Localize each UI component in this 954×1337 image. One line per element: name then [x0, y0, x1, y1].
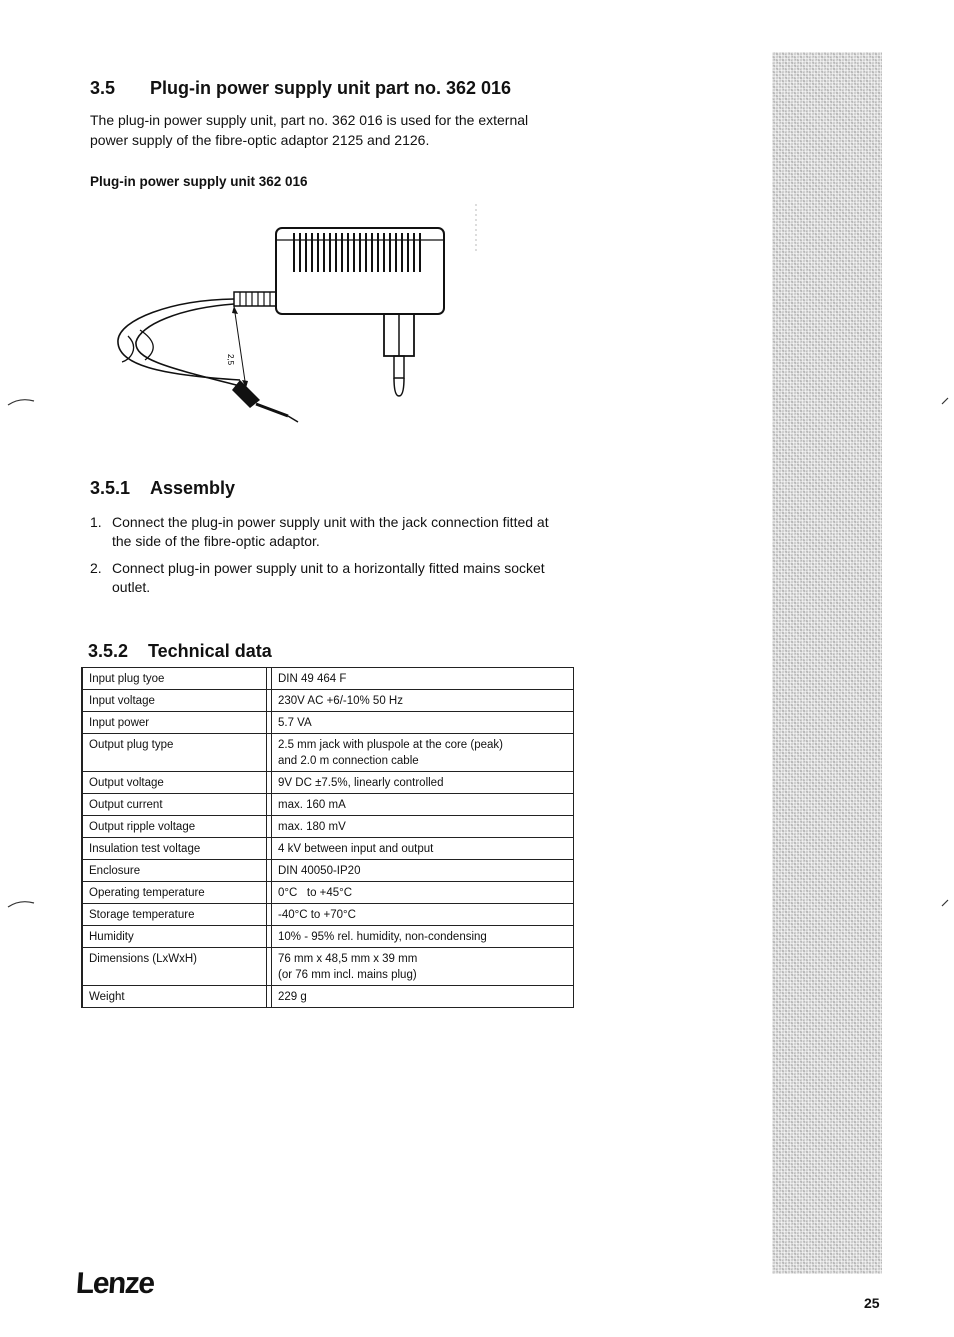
row-value-line: and 2.0 m connection cable [278, 755, 419, 767]
list-item [90, 559, 568, 597]
row-value: 230V AC +6/-10% 50 Hz [272, 690, 574, 712]
row-label: Input plug tyoe [82, 668, 267, 690]
technical-number: 3.5.2 [88, 641, 129, 661]
row-value: 229 g [272, 986, 574, 1008]
step-number: 2. [90, 560, 102, 576]
row-value: max. 160 mA [272, 794, 574, 816]
step-text: Connect the plug-in power supply unit with the jack connection fitted at the side of the fibre-optic adaptor. [112, 514, 549, 549]
technical-data-table [81, 667, 574, 1008]
row-label: Storage temperature [82, 904, 267, 926]
table-row [82, 926, 574, 948]
table-row [82, 904, 574, 926]
table-row [82, 838, 574, 860]
page-number: 25 [864, 1295, 880, 1311]
table-row [82, 690, 574, 712]
table-row [82, 986, 574, 1008]
row-label: Output current [82, 794, 267, 816]
thumb-index-strip [772, 52, 882, 1274]
row-label: Weight [82, 986, 267, 1008]
row-label: Output voltage [82, 772, 267, 794]
dimension-label: 2,5 [226, 354, 235, 366]
margin-mark [6, 396, 36, 408]
technical-title: Technical data [148, 641, 272, 661]
power-supply-illustration [100, 200, 490, 435]
margin-mark [940, 396, 950, 406]
row-label: Humidity [82, 926, 267, 948]
row-label: Operating temperature [82, 882, 267, 904]
row-value-line: (or 76 mm incl. mains plug) [278, 969, 417, 981]
row-value: 0°C to +45°C [272, 882, 574, 904]
step-text: Connect plug-in power supply unit to a horizontally fitted mains socket outlet. [112, 560, 545, 595]
assembly-steps [90, 513, 568, 605]
row-label: Insulation test voltage [82, 838, 267, 860]
row-value: DIN 40050-IP20 [272, 860, 574, 882]
row-value: 9V DC ±7.5%, linearly controlled [272, 772, 574, 794]
row-value [272, 948, 574, 986]
row-value: 5.7 VA [272, 712, 574, 734]
assembly-title: Assembly [150, 478, 236, 498]
row-label: Output plug type [82, 734, 267, 772]
table-row [82, 794, 574, 816]
row-label: Input power [82, 712, 267, 734]
section-heading [90, 78, 511, 99]
table-row [82, 816, 574, 838]
table-row [82, 882, 574, 904]
row-value-line: 2.5 mm jack with pluspole at the core (peak) [278, 739, 503, 751]
assembly-number: 3.5.1 [90, 478, 131, 498]
assembly-heading [90, 478, 235, 499]
table-row [82, 668, 574, 690]
row-value-line: 76 mm x 48,5 mm x 39 mm [278, 953, 418, 965]
row-value: 10% - 95% rel. humidity, non-condensing [272, 926, 574, 948]
table-row [82, 712, 574, 734]
row-label: Output ripple voltage [82, 816, 267, 838]
lenze-logo: Lenze [74, 1267, 155, 1300]
section-title: Plug-in power supply unit part no. 362 016 [150, 78, 512, 98]
row-label: Dimensions (LxWxH) [82, 948, 267, 986]
table-row [82, 948, 574, 986]
section-intro: The plug-in power supply unit, part no. 362 016 is used for the external power supply of the fibre-optic adaptor 2125 and 2126. [90, 112, 529, 148]
table-row [82, 772, 574, 794]
step-number: 1. [90, 514, 102, 530]
figure-caption: Plug-in power supply unit 362 016 [90, 174, 308, 189]
section-number: 3.5 [90, 78, 116, 98]
margin-mark [940, 898, 950, 908]
row-label: Input voltage [82, 690, 267, 712]
margin-mark [6, 898, 36, 910]
row-value [272, 734, 574, 772]
row-value: max. 180 mV [272, 816, 574, 838]
row-value: -40°C to +70°C [272, 904, 574, 926]
list-item [90, 513, 568, 551]
row-label: Enclosure [82, 860, 267, 882]
row-value: 4 kV between input and output [272, 838, 574, 860]
table-row [82, 860, 574, 882]
row-value: DIN 49 464 F [272, 668, 574, 690]
technical-heading [88, 641, 272, 662]
table-row [82, 734, 574, 772]
